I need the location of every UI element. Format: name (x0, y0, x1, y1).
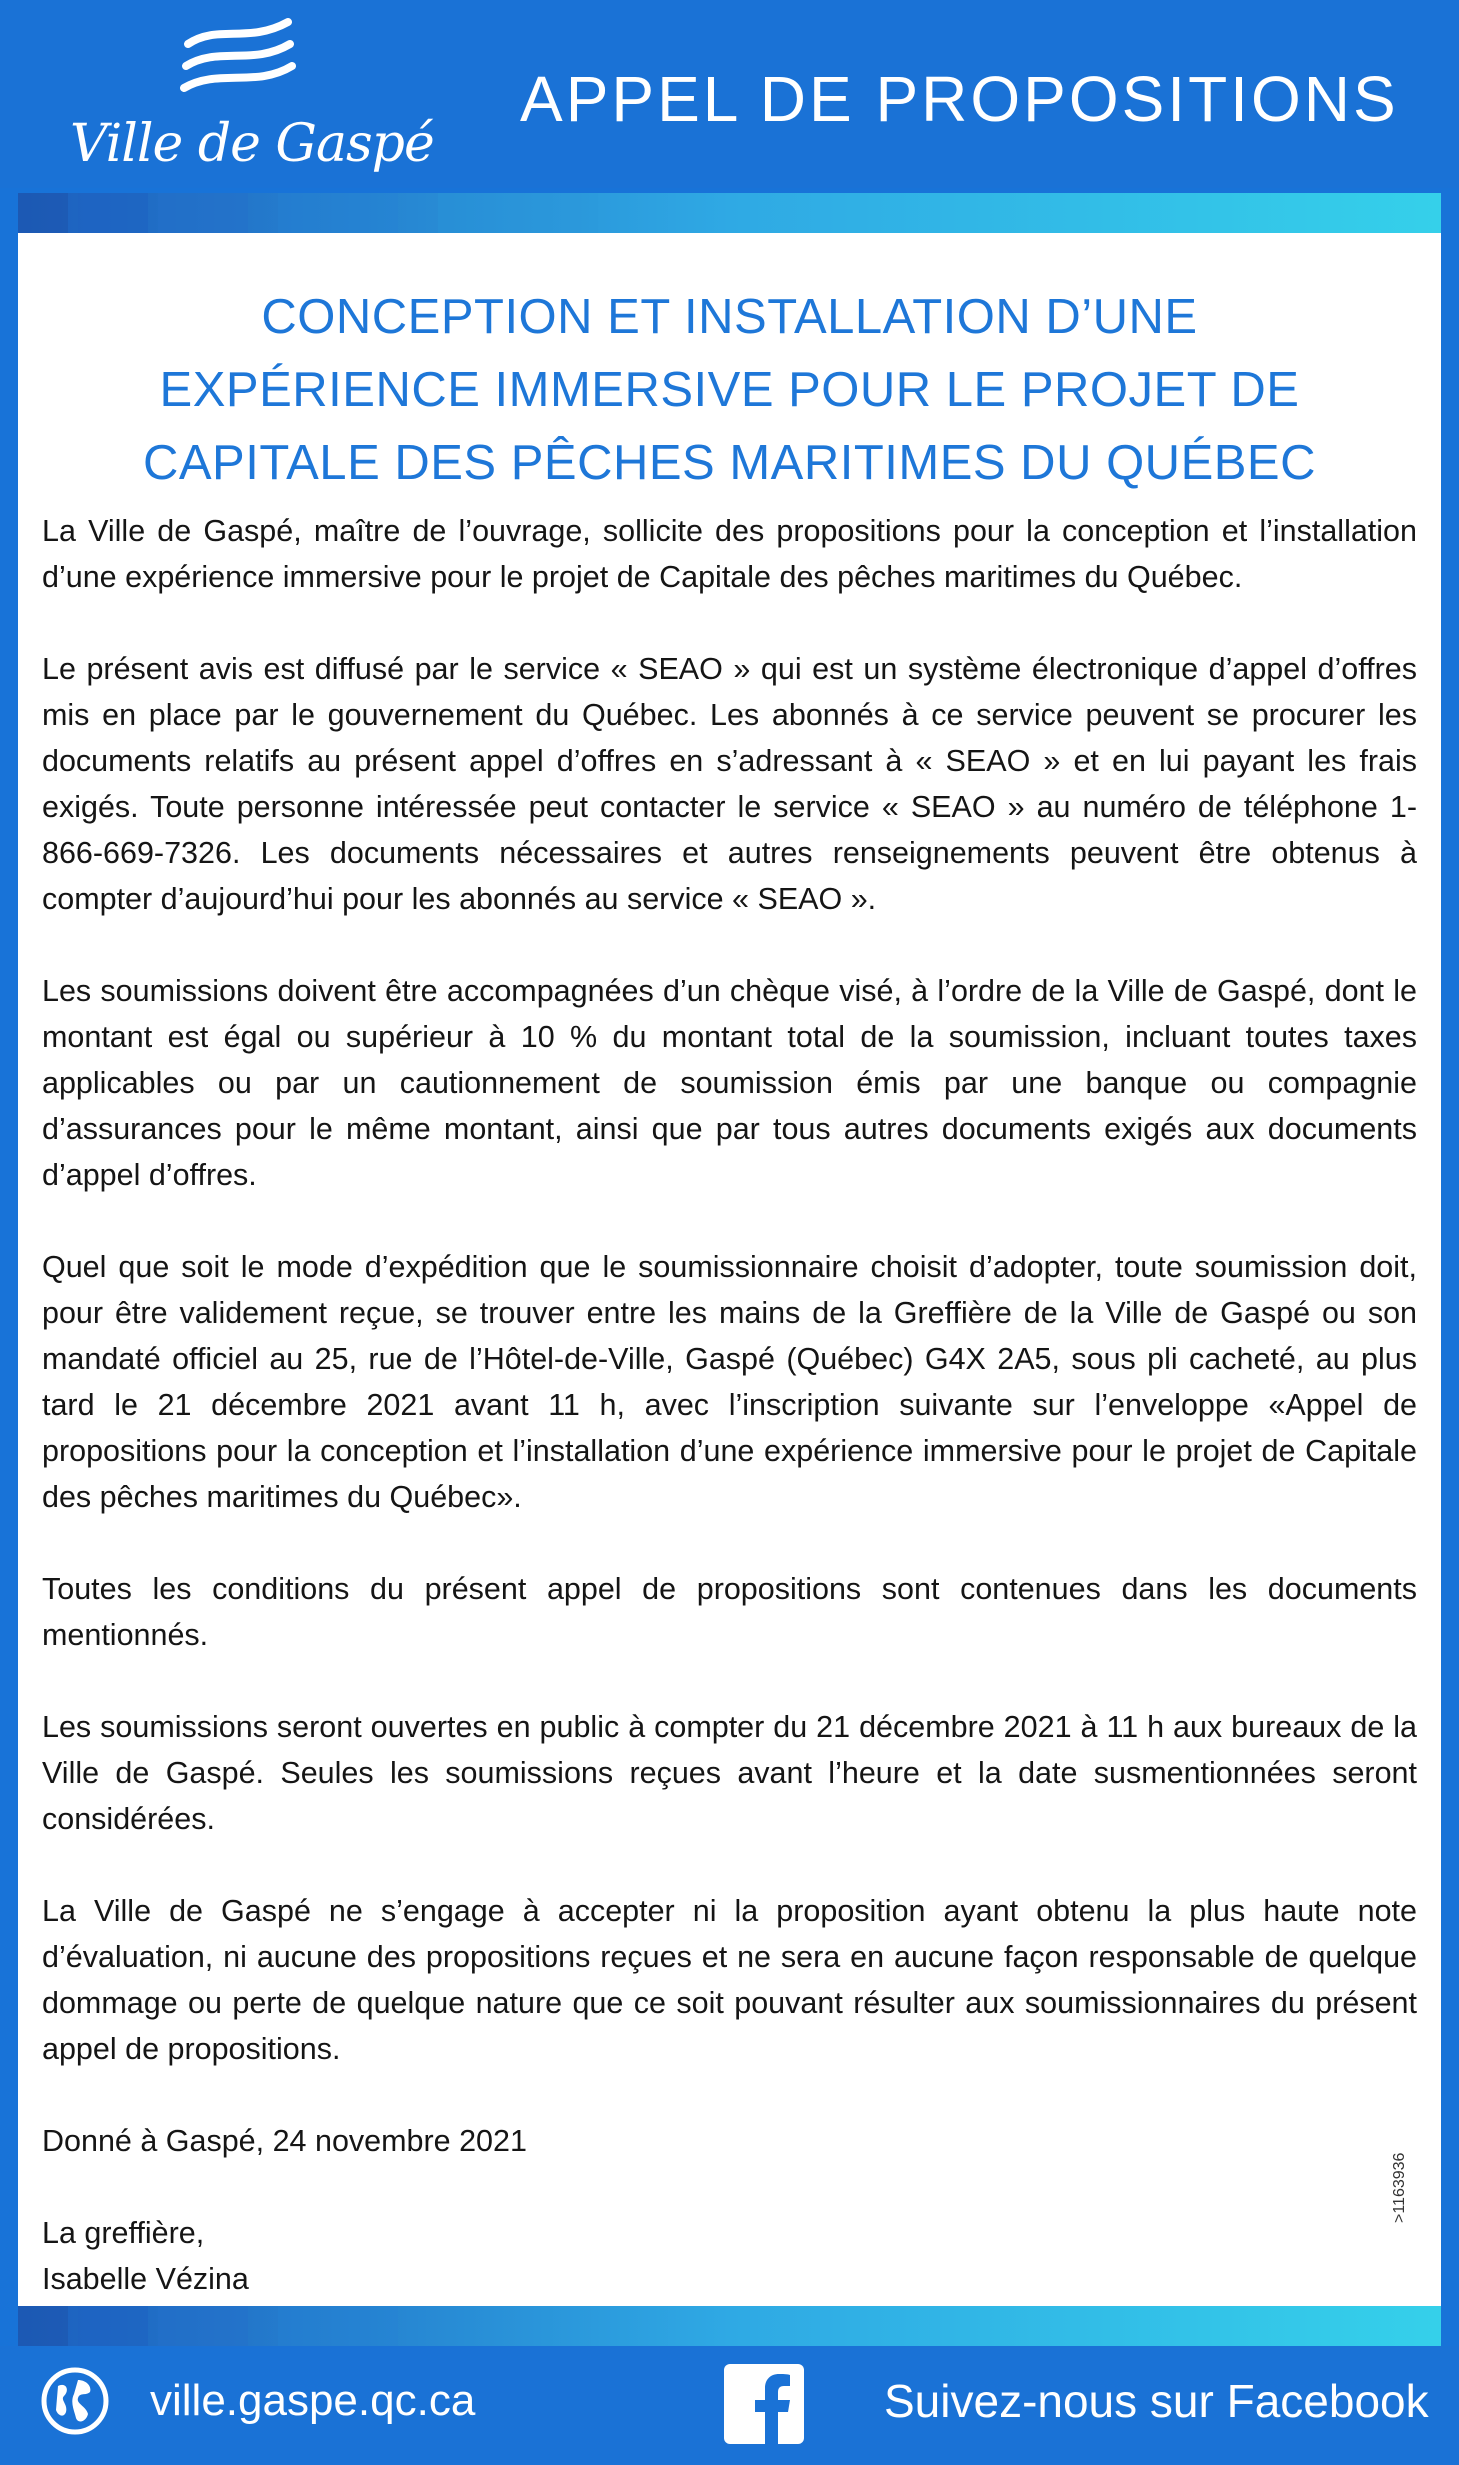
content-panel (18, 233, 1441, 2306)
facebook-icon[interactable] (724, 2364, 804, 2444)
paragraph: Toutes les conditions du présent appel de propositions sont contenues dans les documents mentionnés. (42, 1572, 1417, 1652)
title-line: CAPITALE DES PÊCHES MARITIMES DU QUÉBEC (142, 436, 1317, 490)
signature-name: Isabelle Vézina (42, 2262, 249, 2296)
waves-icon (178, 14, 298, 114)
reference-code: >1163936 (1391, 2152, 1408, 2223)
header-title: APPEL DE PROPOSITIONS (520, 63, 1399, 135)
document-title (58, 281, 1401, 500)
footer-bar (0, 2346, 1459, 2465)
bottom-gradient-stripe (18, 2306, 1441, 2346)
paragraph: Les soumissions doivent être accompagnées d’un chèque visé, à l’ordre de la Ville de Gaspé, dont le montant est égal ou supérieur à 10 % du montant total de la soumission, incluant toutes taxes applicables ou par un cautionnement de soumission émis par une banque ou compagnie d’assurances pour le même montant, ainsi que par tous autres documents exigés aux documents d’appel d’offres. (42, 974, 1417, 1192)
globe-icon (40, 2366, 110, 2436)
stripe-graphic (18, 2306, 1441, 2346)
title-line: EXPÉRIENCE IMMERSIVE POUR LE PROJET DE (159, 363, 1300, 417)
header-bar (0, 0, 1459, 188)
top-gradient-stripe (18, 193, 1441, 233)
logo-text: Ville de Gaspé (70, 114, 434, 174)
paragraph: Quel que soit le mode d’expédition que le soumissionnaire choisit d’adopter, toute soumission doit, pour être validement reçue, se trouver entre les mains de la Greffière de la Ville de Gaspé ou son mandaté officiel au 25, rue de l’Hôtel-de-Ville, Gaspé (Québec) G4X 2A5, sous pli cacheté, au plus tard le 21 décembre 2021 avant 11 h, avec l’inscription suivante sur l’enveloppe «Appel de propositions pour la conception et l’installation d’une expérience immersive pour le projet de Capitale des pêches maritimes du Québec». (42, 1250, 1417, 1514)
ville-de-gaspe-logo (70, 14, 434, 184)
website-link[interactable]: ville.gaspe.qc.ca (150, 2376, 476, 2425)
paragraph: Les soumissions seront ouvertes en public à compter du 21 décembre 2021 à 11 h aux bureaux de la Ville de Gaspé. Seules les soumissions reçues avant l’heure et la date susmentionnées seront considérées. (42, 1710, 1417, 1836)
paragraph: Le présent avis est diffusé par le service « SEAO » qui est un système électronique d’appel d’offres mis en place par le gouvernement du Québec. Les abonnés à ce service peuvent se procurer les documents relatifs au présent appel d’offres en s’adressant à « SEAO » et en lui payant les frais exigés. Toute personne intéressée peut contacter le service « SEAO » au numéro de téléphone 1-866-669-7326. Les documents nécessaires et autres renseignements peuvent être obtenus à compter d’aujourd’hui pour les abonnés au service « SEAO ». (42, 652, 1417, 916)
signature-title: La greffière, (42, 2216, 205, 2250)
date-line: Donné à Gaspé, 24 novembre 2021 (42, 2124, 527, 2158)
paragraph: La Ville de Gaspé, maître de l’ouvrage, sollicite des propositions pour la conception et l’installation d’une expérience immersive pour le projet de Capitale des pêches maritimes du Québec. (42, 514, 1417, 594)
paragraph: La Ville de Gaspé ne s’engage à accepter ni la proposition ayant obtenu la plus haute note d’évaluation, ni aucune des propositions reçues et ne sera en aucune façon responsable de quelque dommage ou perte de quelque nature que ce soit pouvant résulter aux soumissionnaires du présent appel de propositions. (42, 1894, 1417, 2066)
document-body (42, 508, 1417, 2302)
stripe-graphic (18, 193, 1441, 233)
facebook-follow-link[interactable]: Suivez-nous sur Facebook (884, 2375, 1429, 2427)
title-line: CONCEPTION ET INSTALLATION D’UNE (261, 290, 1198, 344)
